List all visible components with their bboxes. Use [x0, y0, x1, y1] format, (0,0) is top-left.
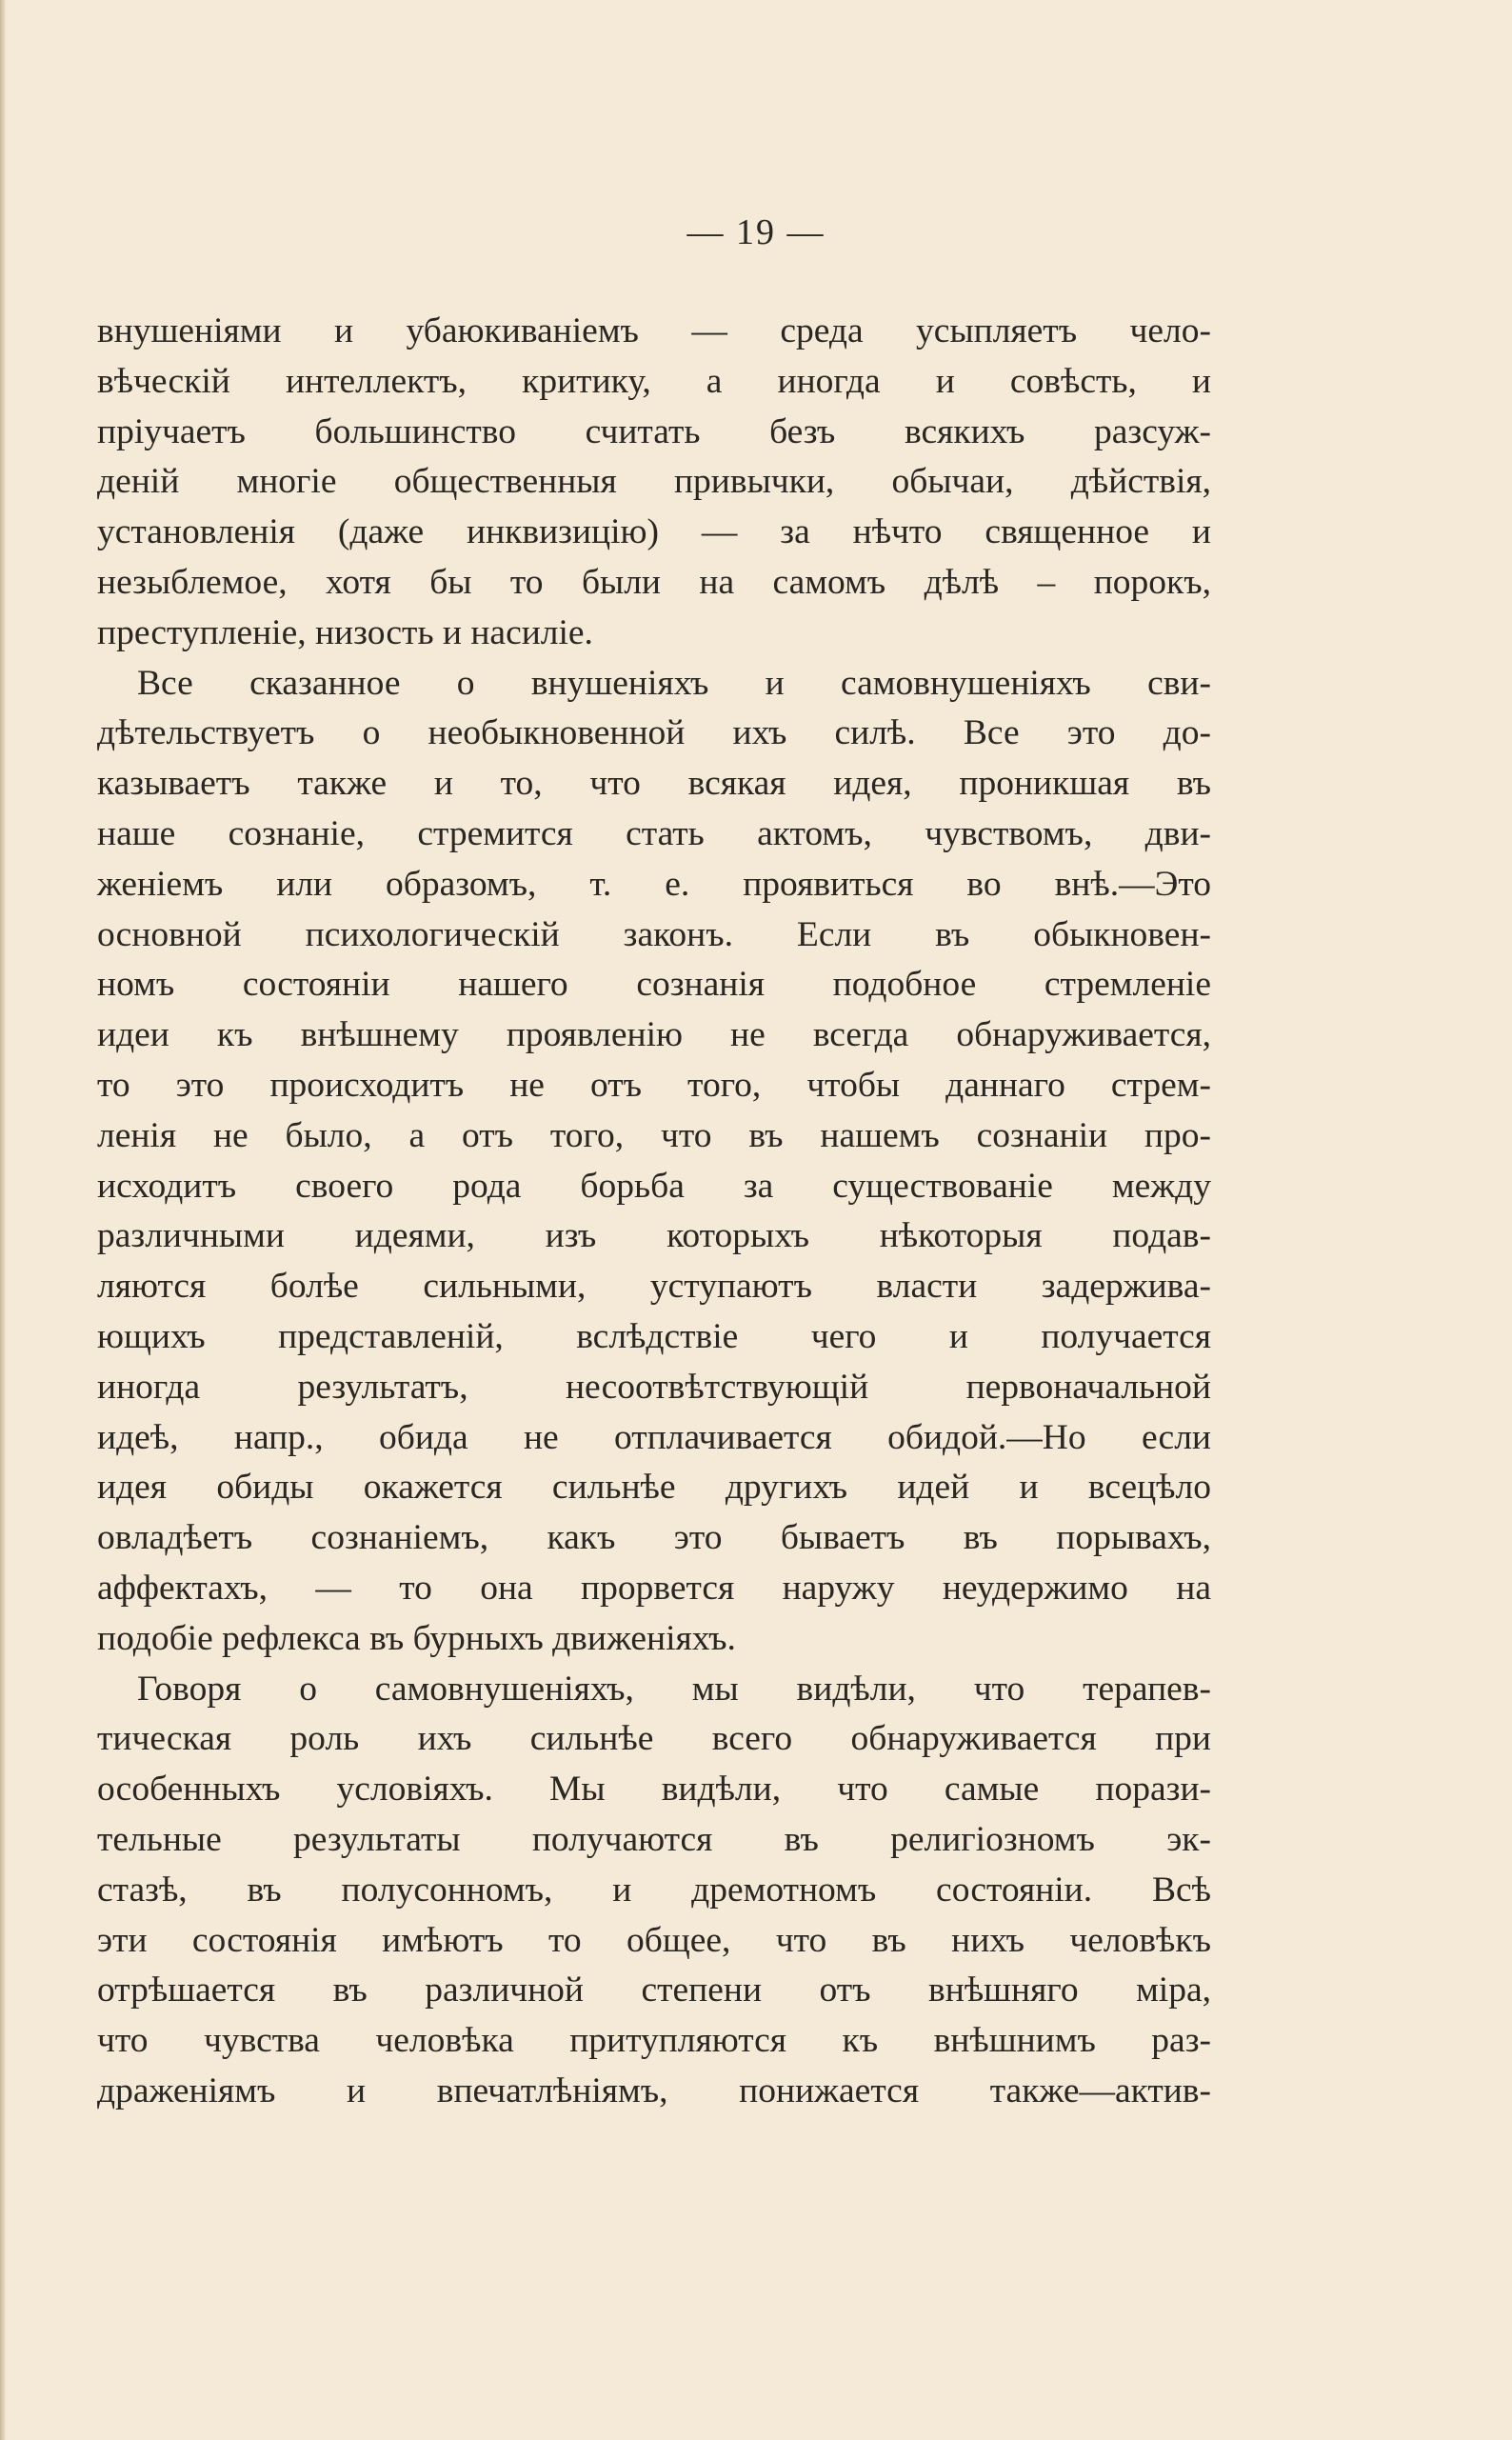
text-line: номъ состояніи нашего сознанія подобное стремленіе: [97, 965, 1211, 1005]
text-line: исходитъ своего рода борьба за существованіе между: [97, 1166, 1211, 1206]
text-line: тельные результаты получаются въ религіозномъ эк-: [97, 1819, 1211, 1859]
text-line: дѣтельствуетъ о необыкновенной ихъ силѣ. Все это до-: [97, 713, 1211, 753]
text-line: наше сознаніе, стремится стать актомъ, чувствомъ, дви-: [97, 813, 1211, 853]
text-line: что чувства человѣка притупляются къ внѣшнимъ раз-: [97, 2021, 1211, 2061]
text-line: тическая роль ихъ сильнѣе всего обнаруживается при: [97, 1719, 1211, 1759]
text-line: казываетъ также и то, что всякая идея, проникшая въ: [97, 764, 1211, 804]
text-line: овладѣетъ сознаніемъ, какъ это бываетъ въ порывахъ,: [97, 1518, 1211, 1558]
text-line: основной психологическій законъ. Если въ обыкновен-: [97, 914, 1211, 954]
text-line: подобіе рефлекса въ бурныхъ движеніяхъ.: [97, 1618, 736, 1658]
text-line: женіемъ или образомъ, т. е. проявиться во внѣ.—Это: [97, 864, 1211, 904]
text-line: ленія не было, а отъ того, что въ нашемъ сознаніи про-: [97, 1115, 1211, 1155]
text-line: идеи къ внѣшнему проявленію не всегда обнаруживается,: [97, 1015, 1211, 1055]
text-line: эти состоянія имѣютъ то общее, что въ нихъ человѣкъ: [97, 1920, 1211, 1960]
text-line: установленія (даже инквизицію) — за нѣчто священное и: [97, 512, 1211, 552]
page-number: — 19 —: [686, 212, 826, 252]
text-line: иногда результатъ, несоотвѣтствующій первоначальной: [97, 1367, 1211, 1407]
text-line: идея обиды окажется сильнѣе другихъ идей и всецѣло: [97, 1468, 1211, 1508]
text-line: вѣческій интеллектъ, критику, а иногда и совѣсть, и: [97, 361, 1211, 401]
text-line: Все сказанное о внушеніяхъ и самовнушеніяхъ сви-: [137, 663, 1211, 703]
text-line: то это происходитъ не отъ того, чтобы даннаго стрем-: [97, 1065, 1211, 1105]
text-line: деній многіе общественныя привычки, обычаи, дѣйствія,: [97, 462, 1211, 502]
text-line: ляются болѣе сильными, уступаютъ власти задержива-: [97, 1267, 1211, 1307]
text-line: незыблемое, хотя бы то были на самомъ дѣлѣ – порокъ,: [97, 562, 1211, 602]
text-line: идеѣ, напр., обида не отплачивается обидой.—Но если: [97, 1417, 1211, 1457]
text-line: внушеніями и убаюкиваніемъ — среда усыпляетъ чело-: [97, 311, 1211, 350]
text-line: стазѣ, въ полусонномъ, и дремотномъ состояніи. Всѣ: [97, 1870, 1211, 1910]
text-line: преступленіе, низость и насиліе.: [97, 612, 593, 652]
text-line: ющихъ представленій, вслѣдствіе чего и получается: [97, 1316, 1211, 1356]
text-line: отрѣшается въ различной степени отъ внѣшняго міра,: [97, 1970, 1211, 2010]
text-line: аффектахъ, — то она прорвется наружу неудержимо на: [97, 1568, 1211, 1608]
text-line: Говоря о самовнушеніяхъ, мы видѣли, что терапев-: [137, 1669, 1211, 1709]
text-line: пріучаетъ большинство считать безъ всякихъ разсуж-: [97, 411, 1211, 451]
text-line: особенныхъ условіяхъ. Мы видѣли, что самые порази-: [97, 1770, 1211, 1810]
text-line: драженіямъ и впечатлѣніямъ, понижается также—актив-: [97, 2070, 1211, 2110]
text-line: различными идеями, изъ которыхъ нѣкоторыя подав-: [97, 1216, 1211, 1256]
page-edge: [0, 0, 6, 2440]
body-text: [97, 307, 1211, 2117]
